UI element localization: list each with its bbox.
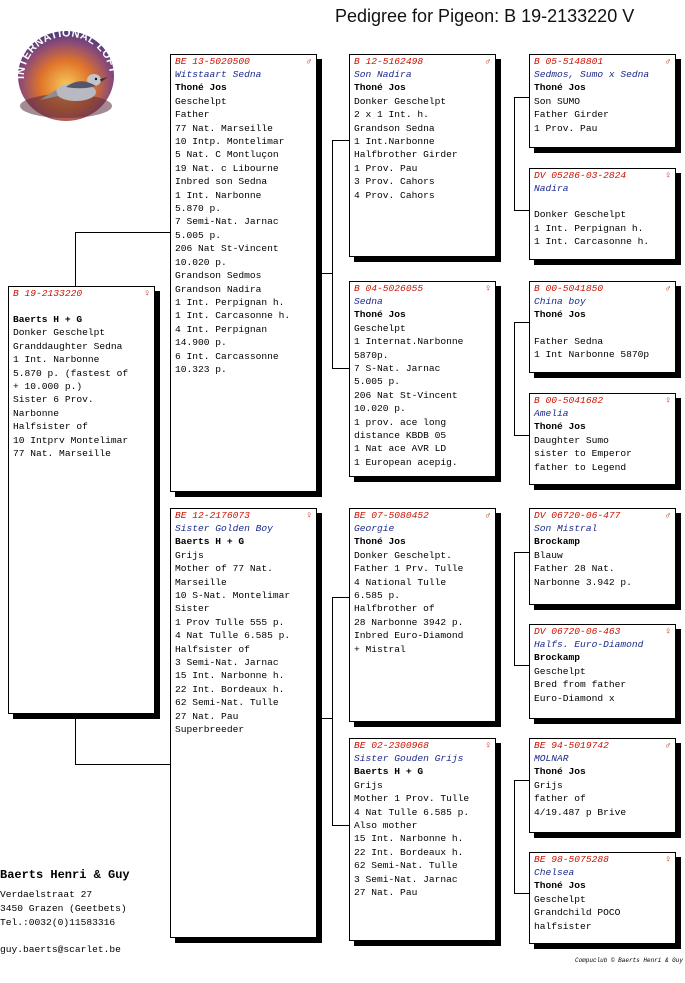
breeder-name xyxy=(534,195,671,208)
pigeon-detail-line: 1 Int. Perpignan h. xyxy=(175,296,285,308)
connector-line xyxy=(332,140,349,141)
pigeon-card-sire-sire[interactable] xyxy=(349,54,496,257)
female-icon: ♀ xyxy=(665,395,671,406)
pigeon-detail-line: Sister 6 Prov. xyxy=(13,394,94,406)
connector-line xyxy=(317,273,332,274)
pigeon-detail-line: 4/19.487 p Brive xyxy=(534,806,627,818)
pigeon-detail-line: 1 prov. ace long xyxy=(354,416,447,428)
pigeon-name: Son Mistral xyxy=(534,523,598,534)
pigeon-detail-line: 7 S-Nat. Jarnac xyxy=(354,363,441,375)
pigeon-detail-line: Grandchild POCO xyxy=(534,907,621,919)
pigeon-detail-line: 15 Int. Narbonne h. xyxy=(354,833,464,845)
connector-line xyxy=(332,368,349,369)
pigeon-detail-line: 14.900 p. xyxy=(175,337,227,349)
connector-line xyxy=(75,232,76,286)
pigeon-detail-line: Grandson Sedmos xyxy=(175,270,262,282)
pigeon-detail-line: 4 Nat Tulle 6.585 p. xyxy=(354,806,470,818)
female-icon: ♀ xyxy=(306,510,312,521)
owner-email[interactable]: guy.baerts@scarlet.be xyxy=(0,944,121,955)
connector-line xyxy=(332,597,349,598)
ring-number xyxy=(354,282,491,295)
connector-line xyxy=(75,232,170,233)
ring-number xyxy=(175,55,312,68)
ring-number xyxy=(534,282,671,295)
female-icon: ♀ xyxy=(144,288,150,299)
female-icon: ♀ xyxy=(665,626,671,637)
connector-line xyxy=(514,780,529,781)
ring-number-text: B 12-5162498 xyxy=(354,56,424,67)
connector-line xyxy=(317,718,332,719)
ring-number xyxy=(534,55,671,68)
breeder-name: Thoné Jos xyxy=(534,309,586,321)
breeder-name: Baerts H + G xyxy=(175,536,245,548)
pigeon-detail-line: 5 Nat. C Montluçon xyxy=(175,149,279,161)
breeder-name: Brockamp xyxy=(534,536,581,548)
pigeon-card-dam-dam-dam[interactable] xyxy=(529,852,676,944)
pigeon-detail-line: Donker Geschelpt. xyxy=(354,549,452,561)
female-icon: ♀ xyxy=(665,170,671,181)
female-icon: ♀ xyxy=(665,854,671,865)
ring-number xyxy=(354,55,491,68)
pigeon-name: Halfs. Euro-Diamond xyxy=(534,639,644,650)
pigeon-card-dam-dam[interactable] xyxy=(349,738,496,941)
connector-line xyxy=(514,97,529,98)
pigeon-detail-line: Donker Geschelpt xyxy=(13,327,106,339)
connector-line xyxy=(514,780,515,893)
logo-text: INTERNATIONAL LOFT xyxy=(14,27,119,80)
connector-line xyxy=(514,210,529,211)
pigeon-detail-line: Donker Geschelpt xyxy=(534,209,627,221)
pigeon-detail-line: 1 Int. Carcasonne h. xyxy=(175,310,291,322)
pigeon-name: Sister Golden Boy xyxy=(175,523,273,534)
pigeon-detail-line: 10.323 p. xyxy=(175,363,227,375)
ring-number-text: DV 06720-06-477 xyxy=(534,510,621,521)
pigeon-detail-line: Narbonne 3.942 p. xyxy=(534,576,632,588)
breeder-name: Thoné Jos xyxy=(534,82,586,94)
pigeon-name: Sedmos, Sumo x Sedna xyxy=(534,69,650,80)
pigeon-card-sire-dam[interactable] xyxy=(349,281,496,477)
pigeon-detail-line: 5870p. xyxy=(354,349,389,361)
pigeon-detail-line: Euro-Diamond x xyxy=(534,692,615,704)
pigeon-detail-line: + Mistral xyxy=(354,643,406,655)
connector-line xyxy=(514,665,529,666)
ring-number-text: B 05-5148801 xyxy=(534,56,604,67)
ring-number xyxy=(534,625,671,638)
pigeon-detail-line: Also mother xyxy=(354,820,418,832)
pigeon-detail-line: Marseille xyxy=(175,576,227,588)
pigeon-card-dam-sire-sire[interactable] xyxy=(529,508,676,605)
ring-number xyxy=(534,394,671,407)
ring-number-text: BE 94-5019742 xyxy=(534,740,609,751)
pigeon-detail-line: 10 Intp. Montelimar xyxy=(175,136,285,148)
pigeon-detail-line: 1 Prov. Pau xyxy=(534,122,598,134)
connector-line xyxy=(75,764,170,765)
pigeon-name: Sedna xyxy=(354,296,383,307)
pigeon-detail-line: Halfbrother Girder xyxy=(354,149,458,161)
pigeon-detail-line: 22 Int. Bordeaux h. xyxy=(354,846,464,858)
ring-number-text: B 04-5026055 xyxy=(354,283,424,294)
ring-number-text: BE 98-5075288 xyxy=(534,854,609,865)
pigeon-name: Witstaart Sedna xyxy=(175,69,262,80)
connector-line xyxy=(514,97,515,210)
logo xyxy=(10,24,120,124)
pigeon-detail-line: Daughter Sumo xyxy=(534,434,609,446)
pigeon-detail-line: Halfsister of xyxy=(13,421,88,433)
pigeon-detail-line: Mother 1 Prov. Tulle xyxy=(354,793,470,805)
pigeon-detail-line: Mother of 77 Nat. xyxy=(175,563,273,575)
pigeon-detail-line: Father 28 Nat. xyxy=(534,563,615,575)
page-title: Pedigree for Pigeon: B 19-2133220 V xyxy=(335,6,635,26)
pigeon-detail-line: 19 Nat. c Libourne xyxy=(175,162,279,174)
pigeon-card-sire-dam-sire[interactable] xyxy=(529,281,676,373)
pigeon-detail-line: 62 Semi-Nat. Tulle xyxy=(354,860,458,872)
ring-number-text: BE 13-5020500 xyxy=(175,56,250,67)
pigeon-detail-line: Grandson Sedna xyxy=(354,122,435,134)
pigeon-detail-line: Bred from father xyxy=(534,679,627,691)
ring-number-text: BE 07-5080452 xyxy=(354,510,429,521)
pigeon-detail-line: 1 Int.Narbonne xyxy=(354,136,435,148)
ring-number xyxy=(534,169,671,182)
pigeon-detail-line: Sister xyxy=(175,603,210,615)
pigeon-detail-line: 5.870 p. xyxy=(175,203,222,215)
female-icon: ♀ xyxy=(485,283,491,294)
pigeon-detail-line: 206 Nat St-Vincent xyxy=(175,243,279,255)
pigeon-card-sire-sire-dam[interactable] xyxy=(529,168,676,260)
owner-phone: Tel.:0032(0)11583316 xyxy=(0,917,116,928)
breeder-name: Thoné Jos xyxy=(354,82,406,94)
pigeon-detail-line: 1 Int. Narbonne xyxy=(175,189,262,201)
ring-number xyxy=(354,509,491,522)
pigeon-detail-line: 10.020 p. xyxy=(175,256,227,268)
connector-line xyxy=(514,552,529,553)
pigeon-detail-line: father of xyxy=(534,793,586,805)
male-icon: ♂ xyxy=(665,56,671,67)
pigeon-detail-line: 3 Semi-Nat. Jarnac xyxy=(354,873,458,885)
ring-number xyxy=(534,509,671,522)
pigeon-detail-line: 5.005 p. xyxy=(175,229,222,241)
breeder-name: Brockamp xyxy=(534,652,581,664)
ring-number-text: B 00-5041682 xyxy=(534,395,604,406)
pigeon-detail-line: Grandson Nadira xyxy=(175,283,262,295)
pigeon-name: China boy xyxy=(534,296,586,307)
pigeon-detail-line: 6 Int. Carcassonne xyxy=(175,350,279,362)
pigeon-card-dam-sire-dam[interactable] xyxy=(529,624,676,719)
breeder-name: Thoné Jos xyxy=(534,421,586,433)
pigeon-detail-line: 1 Internat.Narbonne xyxy=(354,336,464,348)
pigeon-detail-line: Grijs xyxy=(175,549,204,561)
pigeon-detail-line: Geschelpt xyxy=(354,322,406,334)
pigeon-detail-line: 1 Int. Carcasonne h. xyxy=(534,236,650,248)
ring-number xyxy=(534,739,671,752)
pigeon-name xyxy=(13,300,150,313)
pigeon-detail-line: 1 Nat ace AVR LD xyxy=(354,443,447,455)
breeder-name: Baerts H + G xyxy=(354,766,424,778)
footer-credit: Compuclub © Baerts Henri & Guy xyxy=(574,957,683,964)
connector-line xyxy=(332,825,349,826)
pigeon-detail-line: Inbred son Sedna xyxy=(175,176,268,188)
pigeon-name: Nadira xyxy=(534,183,569,194)
pigeon-name: Chelsea xyxy=(534,867,575,878)
pigeon-name: Sister Gouden Grijs xyxy=(354,753,464,764)
pigeon-detail-line: 28 Narbonne 3942 p. xyxy=(354,616,464,628)
pigeon-detail-line: 27 Nat. Pau xyxy=(354,887,418,899)
pigeon-detail-line: Blauw xyxy=(534,549,563,561)
pigeon-card-dam-sire[interactable] xyxy=(349,508,496,722)
pigeon-detail-line: distance KBDB 05 xyxy=(354,430,447,442)
pigeon-detail-line: 4 Nat Tulle 6.585 p. xyxy=(175,630,291,642)
pigeon-detail-line: 77 Nat. Marseille xyxy=(175,122,273,134)
pigeon-detail-line: Father 1 Prv. Tulle xyxy=(354,563,464,575)
male-icon: ♂ xyxy=(306,56,312,67)
pigeon-detail-line: 10 Intprv Montelimar xyxy=(13,434,129,446)
pigeon-detail-line: 5.870 p. (fastest of xyxy=(13,367,129,379)
pigeon-card-dam-dam-sire[interactable] xyxy=(529,738,676,833)
pigeon-detail-line: 1 Int. Perpignan h. xyxy=(534,222,644,234)
pigeon-name: Amelia xyxy=(534,408,569,419)
connector-line xyxy=(332,597,333,825)
ring-number xyxy=(175,509,312,522)
breeder-name: Thoné Jos xyxy=(534,880,586,892)
connector-line xyxy=(514,552,515,665)
ring-number-text: DV 06720-06-463 xyxy=(534,626,621,637)
pigeon-detail-line: Father Sedna xyxy=(534,335,604,347)
pigeon-detail-line: Narbonne xyxy=(13,407,60,419)
ring-number-text: DV 05286-03-2824 xyxy=(534,170,627,181)
pigeon-detail-line: 3 Semi-Nat. Jarnac xyxy=(175,657,279,669)
pigeon-name: Georgie xyxy=(354,523,395,534)
pigeon-card-sire-dam-dam[interactable] xyxy=(529,393,676,485)
pigeon-detail-line: 2 x 1 Int. h. xyxy=(354,109,429,121)
owner-name: Baerts Henri & Guy xyxy=(0,868,130,882)
connector-line xyxy=(514,435,529,436)
breeder-name: Baerts H + G xyxy=(13,314,83,325)
pigeon-detail-line: 1 Prov. Pau xyxy=(354,162,418,174)
male-icon: ♂ xyxy=(485,510,491,521)
pigeon-detail-line: Father xyxy=(175,109,210,121)
ring-number xyxy=(13,287,150,300)
pigeon-detail-line: 206 Nat St-Vincent xyxy=(354,389,458,401)
male-icon: ♂ xyxy=(665,283,671,294)
pigeon-card-sire-sire-sire[interactable] xyxy=(529,54,676,148)
male-icon: ♂ xyxy=(665,510,671,521)
ring-number-text: B 00-5041850 xyxy=(534,283,604,294)
pigeon-detail-line: 3 Prov. Cahors xyxy=(354,176,435,188)
pigeon-detail-line: 4 Int. Perpignan xyxy=(175,323,268,335)
pigeon-detail-line: 77 Nat. Marseille xyxy=(13,448,111,460)
male-icon: ♂ xyxy=(665,740,671,751)
pigeon-card-sire[interactable] xyxy=(170,54,317,492)
breeder-name: Thoné Jos xyxy=(175,82,227,94)
breeder-name: Thoné Jos xyxy=(354,536,406,548)
pigeon-detail-line: 15 Int. Narbonne h. xyxy=(175,670,285,682)
pigeon-detail-line: + 10.000 p.) xyxy=(13,381,83,393)
pigeon-detail-line: Granddaughter Sedna xyxy=(13,340,123,352)
male-icon: ♂ xyxy=(485,56,491,67)
pigeon-detail-line: 1 Int Narbonne 5870p xyxy=(534,349,650,361)
owner-city: 3450 Grazen (Geetbets) xyxy=(0,903,127,914)
pigeon-detail-line: Grijs xyxy=(354,779,383,791)
pigeon-name: Son Nadira xyxy=(354,69,412,80)
pigeon-detail-line: 1 European acepig. xyxy=(354,456,458,468)
pigeon-detail-line xyxy=(534,322,671,335)
pigeon-detail-line: father to Legend xyxy=(534,461,627,473)
pigeon-detail-line: Grijs xyxy=(534,779,563,791)
pigeon-name: MOLNAR xyxy=(534,753,569,764)
ring-number xyxy=(354,739,491,752)
pigeon-detail-line: Superbreeder xyxy=(175,724,245,736)
ring-number-text: B 19-2133220 xyxy=(13,288,83,299)
pigeon-detail-line: Halfsister of xyxy=(175,643,250,655)
pigeon-detail-line: 27 Nat. Pau xyxy=(175,710,239,722)
connector-line xyxy=(514,322,515,435)
pigeon-detail-line: 10.020 p. xyxy=(354,403,406,415)
pigeon-detail-line: 7 Semi-Nat. Jarnac xyxy=(175,216,279,228)
ring-number xyxy=(534,853,671,866)
pigeon-detail-line: Inbred Euro-Diamond xyxy=(354,630,464,642)
connector-line xyxy=(514,893,529,894)
pigeon-detail-line: Geschelpt xyxy=(534,665,586,677)
pigeon-detail-line: 4 National Tulle xyxy=(354,576,447,588)
pigeon-detail-line: 62 Semi-Nat. Tulle xyxy=(175,697,279,709)
owner-street: Verdaelstraat 27 xyxy=(0,889,93,900)
pigeon-detail-line: Geschelpt xyxy=(534,893,586,905)
breeder-name: Thoné Jos xyxy=(534,766,586,778)
pigeon-detail-line: 22 Int. Bordeaux h. xyxy=(175,683,285,695)
female-icon: ♀ xyxy=(485,740,491,751)
pigeon-detail-line: 1 Int. Narbonne xyxy=(13,354,100,366)
pigeon-detail-line: Donker Geschelpt xyxy=(354,95,447,107)
pigeon-detail-line: 5.005 p. xyxy=(354,376,401,388)
pigeon-card-main[interactable] xyxy=(8,286,155,714)
ring-number-text: BE 02-2300968 xyxy=(354,740,429,751)
pigeon-card-dam[interactable] xyxy=(170,508,317,938)
pigeon-detail-line: sister to Emperor xyxy=(534,448,632,460)
pigeon-detail-line: Son SUMO xyxy=(534,95,581,107)
pigeon-detail-line: Halfbrother of xyxy=(354,603,435,615)
connector-line xyxy=(332,140,333,368)
pigeon-detail-line: 4 Prov. Cahors xyxy=(354,189,435,201)
pigeon-detail-line: halfsister xyxy=(534,920,592,932)
ring-number-text: BE 12-2176073 xyxy=(175,510,250,521)
connector-line xyxy=(514,322,529,323)
pigeon-detail-line: Geschelpt xyxy=(175,95,227,107)
pigeon-detail-line: 6.585 p. xyxy=(354,590,401,602)
connector-line xyxy=(75,714,76,764)
pigeon-detail-line: Father Girder xyxy=(534,109,609,121)
pigeon-detail-line: 10 S-Nat. Montelimar xyxy=(175,590,291,602)
breeder-name: Thoné Jos xyxy=(354,309,406,321)
pigeon-detail-line: 1 Prov Tulle 555 p. xyxy=(175,616,285,628)
